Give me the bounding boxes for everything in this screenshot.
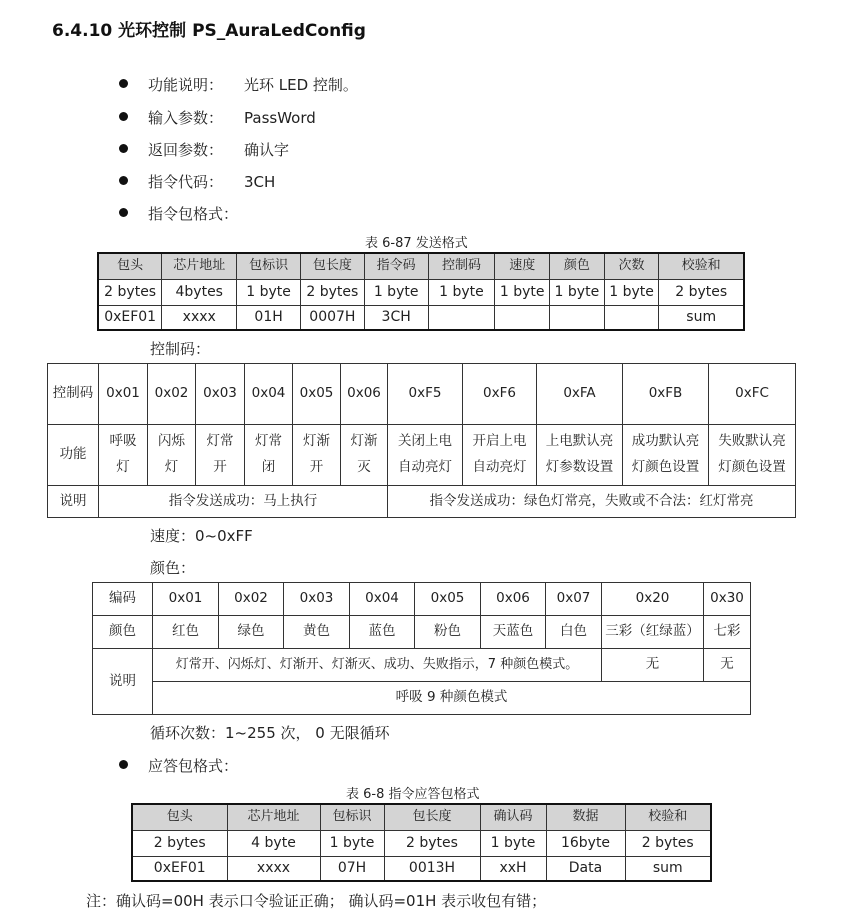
table-cell: 蓝色 — [350, 616, 415, 649]
table-cell: 上电默认亮灯参数设置 — [537, 425, 623, 486]
table-cell: 2 bytes — [625, 830, 711, 856]
table-cell: 1 byte — [364, 279, 428, 305]
header-cell: 校验和 — [625, 804, 711, 830]
table-cell: 2 bytes — [132, 830, 227, 856]
header-cell: 校验和 — [659, 253, 744, 279]
header-cell: 速度 — [495, 253, 550, 279]
row-label: 颜色 — [93, 616, 153, 649]
section-heading: 6.4.10 光环控制 PS_AuraLedConfig — [52, 21, 366, 41]
table-cell: 灯渐开 — [293, 425, 341, 486]
speed-text: 速度：0~0xFF — [150, 527, 253, 545]
bullet-format — [119, 203, 244, 224]
table-cell — [550, 305, 605, 330]
table-cell: 0x01 — [153, 583, 219, 616]
table-cell: 1 byte — [495, 279, 550, 305]
bullet-dot-icon — [119, 79, 128, 88]
header-cell: 确认码 — [480, 804, 546, 830]
table-row — [93, 649, 751, 682]
bullet-value: PassWord — [244, 109, 316, 127]
table-cell: 灯常开、闪烁灯、灯渐开、灯渐灭、成功、失败指示，7 种颜色模式。 — [153, 649, 602, 682]
row-label: 编码 — [93, 583, 153, 616]
table-cell: 白色 — [546, 616, 602, 649]
bullet-code — [119, 171, 275, 192]
table-row — [132, 830, 711, 856]
table-cell — [495, 305, 550, 330]
table-row — [48, 486, 796, 518]
header-cell: 包长度 — [384, 804, 480, 830]
bullet-value: 光环 LED 控制。 — [244, 76, 358, 94]
table-cell: 无 — [704, 649, 751, 682]
header-cell: 包头 — [98, 253, 162, 279]
table-cell: 2 bytes — [384, 830, 480, 856]
footnote: 注：确认码=00H 表示口令验证正确； 确认码=01H 表示收包有错； — [86, 892, 547, 910]
row-label: 说明 — [93, 649, 153, 715]
table-cell: 1 byte — [480, 830, 546, 856]
table-cell: 0x02 — [219, 583, 284, 616]
bullet-response — [119, 755, 238, 776]
table-cell: 0007H — [300, 305, 364, 330]
table-cell: 0x06 — [481, 583, 546, 616]
table-cell: 4 byte — [227, 830, 320, 856]
control-code-table — [47, 363, 796, 518]
table-cell: 黄色 — [284, 616, 350, 649]
bullet-label: 功能说明： — [148, 76, 224, 94]
table-cell: 灯常开 — [196, 425, 245, 486]
bullet-return — [119, 139, 289, 160]
table-cell: 4bytes — [162, 279, 237, 305]
table-cell: 0013H — [384, 856, 480, 881]
table-cell: 1 byte — [320, 830, 384, 856]
table-cell: 1 byte — [604, 279, 659, 305]
bullet-value: 3CH — [244, 173, 276, 191]
header-cell: 芯片地址 — [227, 804, 320, 830]
table-cell: 红色 — [153, 616, 219, 649]
table-cell: 2 bytes — [98, 279, 162, 305]
table-cell: 0xFB — [623, 364, 709, 425]
table-cell: 0xFC — [709, 364, 796, 425]
table-cell: 2 bytes — [300, 279, 364, 305]
table-cell: 0x30 — [704, 583, 751, 616]
table-cell: 1 byte — [428, 279, 495, 305]
table-cell: 0x01 — [99, 364, 148, 425]
header-cell: 指令码 — [364, 253, 428, 279]
header-cell: 数据 — [546, 804, 625, 830]
table-cell: Data — [546, 856, 625, 881]
table-row — [48, 425, 796, 486]
table-cell: 指令发送成功：绿色灯常亮，失败或不合法：红灯常亮 — [388, 486, 796, 518]
table-cell: 闪烁灯 — [148, 425, 196, 486]
table-cell: 0x03 — [284, 583, 350, 616]
table-cell: 2 bytes — [659, 279, 744, 305]
table-cell: 16byte — [546, 830, 625, 856]
row-label: 功能 — [48, 425, 99, 486]
table-cell: xxxx — [162, 305, 237, 330]
table-cell: 无 — [602, 649, 704, 682]
table-cell: 指令发送成功：马上执行 — [99, 486, 388, 518]
table-cell: 1 byte — [237, 279, 301, 305]
table-cell: 七彩 — [704, 616, 751, 649]
bullet-dot-icon — [119, 144, 128, 153]
table-cell: 0x20 — [602, 583, 704, 616]
table-cell: 0xF5 — [388, 364, 463, 425]
table-cell: 1 byte — [550, 279, 605, 305]
table-cell: 失败默认亮灯颜色设置 — [709, 425, 796, 486]
bullet-dot-icon — [119, 112, 128, 121]
header-cell: 控制码 — [428, 253, 495, 279]
table-row — [98, 279, 744, 305]
color-code-table — [92, 582, 751, 715]
table-cell: sum — [625, 856, 711, 881]
table-cell: 三彩（红绿蓝） — [602, 616, 704, 649]
control-code-label: 控制码： — [150, 340, 211, 358]
table-cell: xxH — [480, 856, 546, 881]
table-row — [93, 682, 751, 715]
bullet-dot-icon — [119, 208, 128, 217]
bullet-label: 应答包格式： — [148, 757, 239, 775]
header-cell: 包标识 — [237, 253, 301, 279]
table-cell: 0x04 — [245, 364, 293, 425]
table-cell: 灯常闭 — [245, 425, 293, 486]
table-cell: 0x03 — [196, 364, 245, 425]
table-cell: 呼吸 9 种颜色模式 — [153, 682, 751, 715]
bullet-input — [119, 107, 316, 128]
header-cell: 芯片地址 — [162, 253, 237, 279]
table-cell: 01H — [237, 305, 301, 330]
table1-caption: 表 6-87 发送格式 — [365, 236, 468, 251]
table-cell: 0xEF01 — [132, 856, 227, 881]
table-row — [98, 305, 744, 330]
table-cell: 0x05 — [415, 583, 481, 616]
table-row — [93, 616, 751, 649]
response-format-table — [131, 803, 712, 882]
bullet-label: 指令代码： — [148, 173, 224, 191]
bullet-dot-icon — [119, 176, 128, 185]
table-cell: 天蓝色 — [481, 616, 546, 649]
table-row — [132, 856, 711, 881]
table-cell: xxxx — [227, 856, 320, 881]
table-header-row — [98, 253, 744, 279]
table-cell: 0xF6 — [463, 364, 537, 425]
table-cell: 呼吸灯 — [99, 425, 148, 486]
bullet-label: 指令包格式： — [148, 205, 239, 223]
table-cell — [428, 305, 495, 330]
table-cell: 0x04 — [350, 583, 415, 616]
table-cell: 0x05 — [293, 364, 341, 425]
table-cell: 0x07 — [546, 583, 602, 616]
header-cell: 包长度 — [300, 253, 364, 279]
table-cell — [604, 305, 659, 330]
table-cell: 绿色 — [219, 616, 284, 649]
table-cell: 0x06 — [341, 364, 388, 425]
table-cell: 开启上电自动亮灯 — [463, 425, 537, 486]
cycle-text: 循环次数：1~255 次， 0 无限循环 — [150, 724, 390, 742]
table-cell: 灯渐灭 — [341, 425, 388, 486]
table-header-row — [132, 804, 711, 830]
table-row — [48, 364, 796, 425]
header-cell: 次数 — [604, 253, 659, 279]
row-label: 控制码 — [48, 364, 99, 425]
header-cell: 包头 — [132, 804, 227, 830]
table-row — [93, 583, 751, 616]
table-cell: 粉色 — [415, 616, 481, 649]
table-cell: 3CH — [364, 305, 428, 330]
header-cell: 颜色 — [550, 253, 605, 279]
bullet-label: 输入参数： — [148, 109, 224, 127]
table-cell: 0x02 — [148, 364, 196, 425]
table-cell: 关闭上电自动亮灯 — [388, 425, 463, 486]
bullet-label: 返回参数： — [148, 141, 224, 159]
table4-caption: 表 6-8 指令应答包格式 — [346, 787, 480, 802]
header-cell: 包标识 — [320, 804, 384, 830]
table-cell: 0xFA — [537, 364, 623, 425]
bullet-dot-icon — [119, 760, 128, 769]
row-label: 说明 — [48, 486, 99, 518]
send-format-table — [97, 252, 745, 331]
table-cell: 成功默认亮灯颜色设置 — [623, 425, 709, 486]
table-cell: 07H — [320, 856, 384, 881]
table-cell: sum — [659, 305, 744, 330]
color-label: 颜色： — [150, 559, 196, 577]
bullet-value: 确认字 — [244, 141, 290, 159]
table-cell: 0xEF01 — [98, 305, 162, 330]
bullet-function — [119, 74, 358, 95]
